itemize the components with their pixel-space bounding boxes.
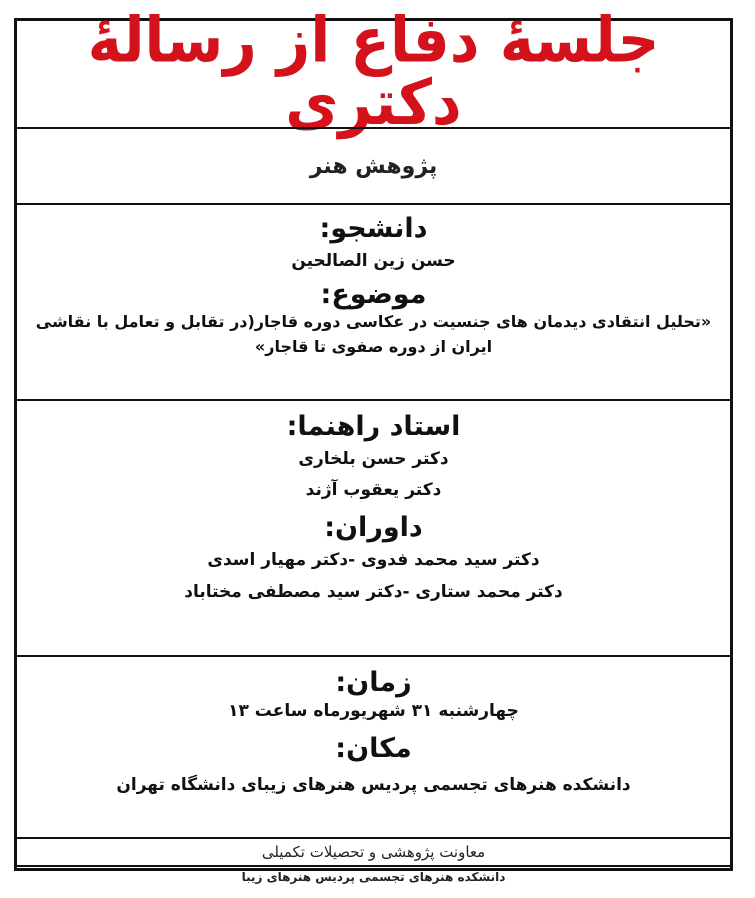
referees-line-2: دکتر محمد ستاری -دکتر سید مصطفی مختاباد <box>184 581 563 602</box>
topic-line-2: ایران از دوره صفوی تا قاجار» <box>254 337 493 357</box>
place-label: مکان: <box>335 733 412 765</box>
advisor-name-2: دکتر یعقوب آژند <box>305 480 442 501</box>
advisor-referee-section <box>17 399 730 655</box>
place-value: دانشکده هنرهای تجسمی پردیس هنرهای زیبای دانشگاه تهران <box>116 775 631 796</box>
referees-line-1: دکتر سید محمد فدوی -دکتر مهیار اسدی <box>207 550 540 571</box>
topic-line-1: «تحلیل انتقادی دیدمان های جنسیت در عکاسی دوره قاجار(در تقابل و تعامل با نقاشی <box>35 312 712 332</box>
time-place-section <box>17 655 730 837</box>
footer-faculty <box>17 865 730 887</box>
student-name: حسن زین الصالحین <box>291 251 456 272</box>
student-label: دانشجو: <box>319 213 428 244</box>
footer-office <box>17 837 730 865</box>
field-section <box>17 127 730 203</box>
time-label: زمان: <box>335 667 412 698</box>
topic-label: موضوع: <box>320 279 427 311</box>
field-of-study: پژوهش هنر <box>309 153 438 179</box>
student-topic-section <box>17 203 730 399</box>
footer-faculty-text: دانشکده هنرهای تجسمی پردیس هنرهای زیبا <box>241 870 506 884</box>
advisor-label: استاد راهنما: <box>286 411 461 442</box>
poster-title: جلسهٔ دفاع از رسالهٔ دکتری <box>87 2 660 140</box>
title-section <box>17 2 730 140</box>
advisor-name-1: دکتر حسن بلخاری <box>298 449 449 470</box>
referees-label: داوران: <box>324 512 423 544</box>
time-value: چهارشنبه ۳۱ شهریورماه ساعت ۱۳ <box>228 701 519 722</box>
footer-office-text: معاونت پژوهشی و تحصیلات تکمیلی <box>261 843 486 861</box>
poster-frame <box>14 2 733 884</box>
